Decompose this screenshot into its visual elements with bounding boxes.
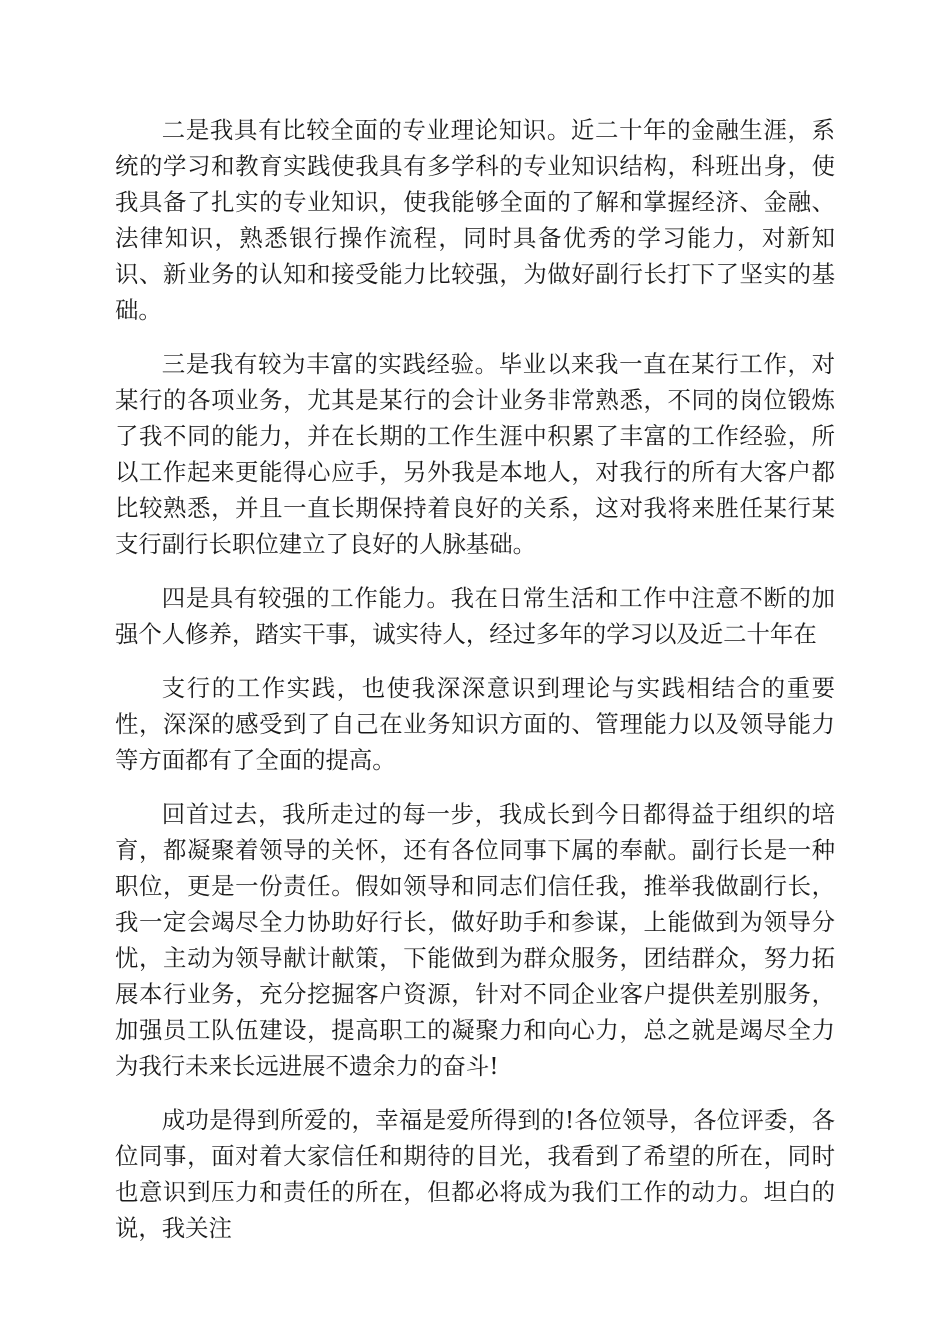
document-page xyxy=(115,112,835,1246)
paragraph-branch-practice: 支行的工作实践，也使我深深意识到理论与实践相结合的重要性，深深的感受到了自己在业务知识方面的、管理能力以及领导能力等方面都有了全面的提高。 xyxy=(115,674,835,774)
paragraph-practical-experience: 三是我有较为丰富的实践经验。毕业以来我一直在某行工作，对某行的各项业务，尤其是某行的会计业务非常熟悉，不同的岗位锻炼了我不同的能力，并在长期的工作生涯中积累了丰富的工作经验，所以工作起来更能得心应手，另外我是本地人，对我行的所有大客户都比较熟悉，并且一直长期保持着良好的关系，这对我将来胜任某行某支行副行长职位建立了良好的人脉基础。 xyxy=(115,350,835,558)
paragraph-work-ability: 四是具有较强的工作能力。我在日常生活和工作中注意不断的加强个人修养，踏实干事，诚实待人，经过多年的学习以及近二十年在 xyxy=(115,584,835,648)
paragraph-professional-knowledge: 二是我具有比较全面的专业理论知识。近二十年的金融生涯，系统的学习和教育实践使我具有多学科的专业知识结构，科班出身，使我具备了扎实的专业知识，使我能够全面的了解和掌握经济、金融、法律知识，熟悉银行操作流程，同时具备优秀的学习能力，对新知识、新业务的认知和接受能力比较强，为做好副行长打下了坚实的基础。 xyxy=(115,116,835,324)
paragraph-success: 成功是得到所爱的，幸福是爱所得到的!各位领导，各位评委，各位同事，面对着大家信任和期待的目光，我看到了希望的所在，同时也意识到压力和责任的所在，但都必将成为我们工作的动力。坦白的说，我关注 xyxy=(115,1106,835,1242)
paragraph-looking-back: 回首过去，我所走过的每一步，我成长到今日都得益于组织的培育，都凝聚着领导的关怀，还有各位同事下属的奉献。副行长是一种职位，更是一份责任。假如领导和同志们信任我，推举我做副行长，我一定会竭尽全力协助好行长，做好助手和参谋，上能做到为领导分忧，主动为领导献计献策，下能做到为群众服务，团结群众，努力拓展本行业务，充分挖掘客户资源，针对不同企业客户提供差别服务，加强员工队伍建设，提高职工的凝聚力和向心力，总之就是竭尽全力为我行未来长远进展不遗余力的奋斗! xyxy=(115,800,835,1080)
